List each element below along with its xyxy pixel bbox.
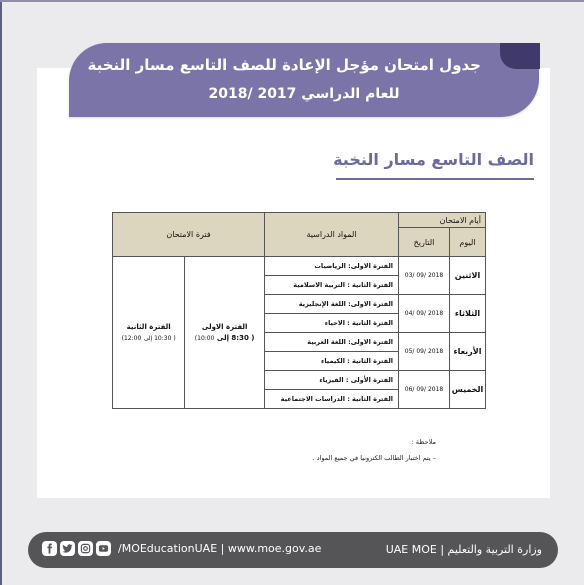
subject-cell: الفترة الثانية : الكيمياء xyxy=(265,352,399,371)
footer-links-text[interactable]: /MOEducationUAE | www.moe.gov.ae xyxy=(118,542,322,555)
period-second-time: ( 10:30 إلى xyxy=(143,334,176,342)
section-title: الصف التاسع مسار النخبة xyxy=(333,150,534,169)
day-cell: الخميس xyxy=(450,371,486,409)
banner-title: جدول امتحان مؤجل الإعادة للصف التاسع مسار النخبة xyxy=(87,56,481,74)
period-first-time: ( 8:30 إلى xyxy=(216,333,255,342)
notes-block xyxy=(313,438,436,470)
banner-subtitle: للعام الدراسي 2017 /2018 xyxy=(208,86,400,102)
footer-ministry-name: وزارة التربية والتعليم | UAE MOE xyxy=(385,543,542,556)
subject-cell: الفترة الثانية : التربية الاسلامية xyxy=(265,276,399,295)
subject-cell: الفترة الاولى: الرياضيات xyxy=(265,257,399,276)
date-cell: 2018 /09 /03 xyxy=(399,257,450,295)
exam-schedule-table xyxy=(112,212,486,409)
date-cell: 2018 /09 /04 xyxy=(399,295,450,333)
footer-bar xyxy=(28,532,558,568)
period-second-cell xyxy=(113,257,185,409)
youtube-icon[interactable] xyxy=(96,541,111,556)
header-date: التاريخ xyxy=(399,228,450,257)
header-period: فترة الامتحان xyxy=(113,213,265,257)
section-underline xyxy=(336,178,534,180)
subject-cell: الفترة الاولى: اللغة الإنجليزية xyxy=(265,295,399,314)
period-first-title: الفترة الاولى xyxy=(201,322,248,331)
header-exam-days: أيام الامتحان xyxy=(399,213,486,228)
period-second-time-end: 12:00) xyxy=(121,334,142,342)
subject-cell: الفترة الثانية : الدراسات الاجتماعية xyxy=(265,390,399,409)
facebook-icon[interactable] xyxy=(42,541,57,556)
day-cell: الأربعاء xyxy=(450,333,486,371)
instagram-icon[interactable] xyxy=(78,541,93,556)
header-day: اليوم xyxy=(450,228,486,257)
subject-cell: الفترة الثانية : الاحياء xyxy=(265,314,399,333)
period-first-time-end: 10:00) xyxy=(194,334,215,342)
period-second-title: الفترة الثانية xyxy=(126,322,171,331)
notes-item: – يتم اختبار الطالب الكترونيا في جميع المواد . xyxy=(312,454,436,462)
subject-cell: الفترة الأولى : الفيزياء xyxy=(265,371,399,390)
title-banner xyxy=(69,43,539,117)
frame-border-left xyxy=(0,0,2,585)
header-subjects: المواد الدراسية xyxy=(265,213,399,257)
subject-cell: الفترة الاولى: اللغة العربية xyxy=(265,333,399,352)
period-first-cell xyxy=(185,257,265,409)
footer-social-links xyxy=(42,541,321,556)
date-cell: 2018 /09 /05 xyxy=(399,333,450,371)
day-cell: الاثنين xyxy=(450,257,486,295)
date-cell: 2018 /09 /06 xyxy=(399,371,450,409)
twitter-icon[interactable] xyxy=(60,541,75,556)
frame-border-top xyxy=(0,0,584,2)
notes-label: ملاحظة : xyxy=(411,438,436,446)
day-cell: الثلاثاء xyxy=(450,295,486,333)
banner-tab-decoration xyxy=(500,43,540,69)
